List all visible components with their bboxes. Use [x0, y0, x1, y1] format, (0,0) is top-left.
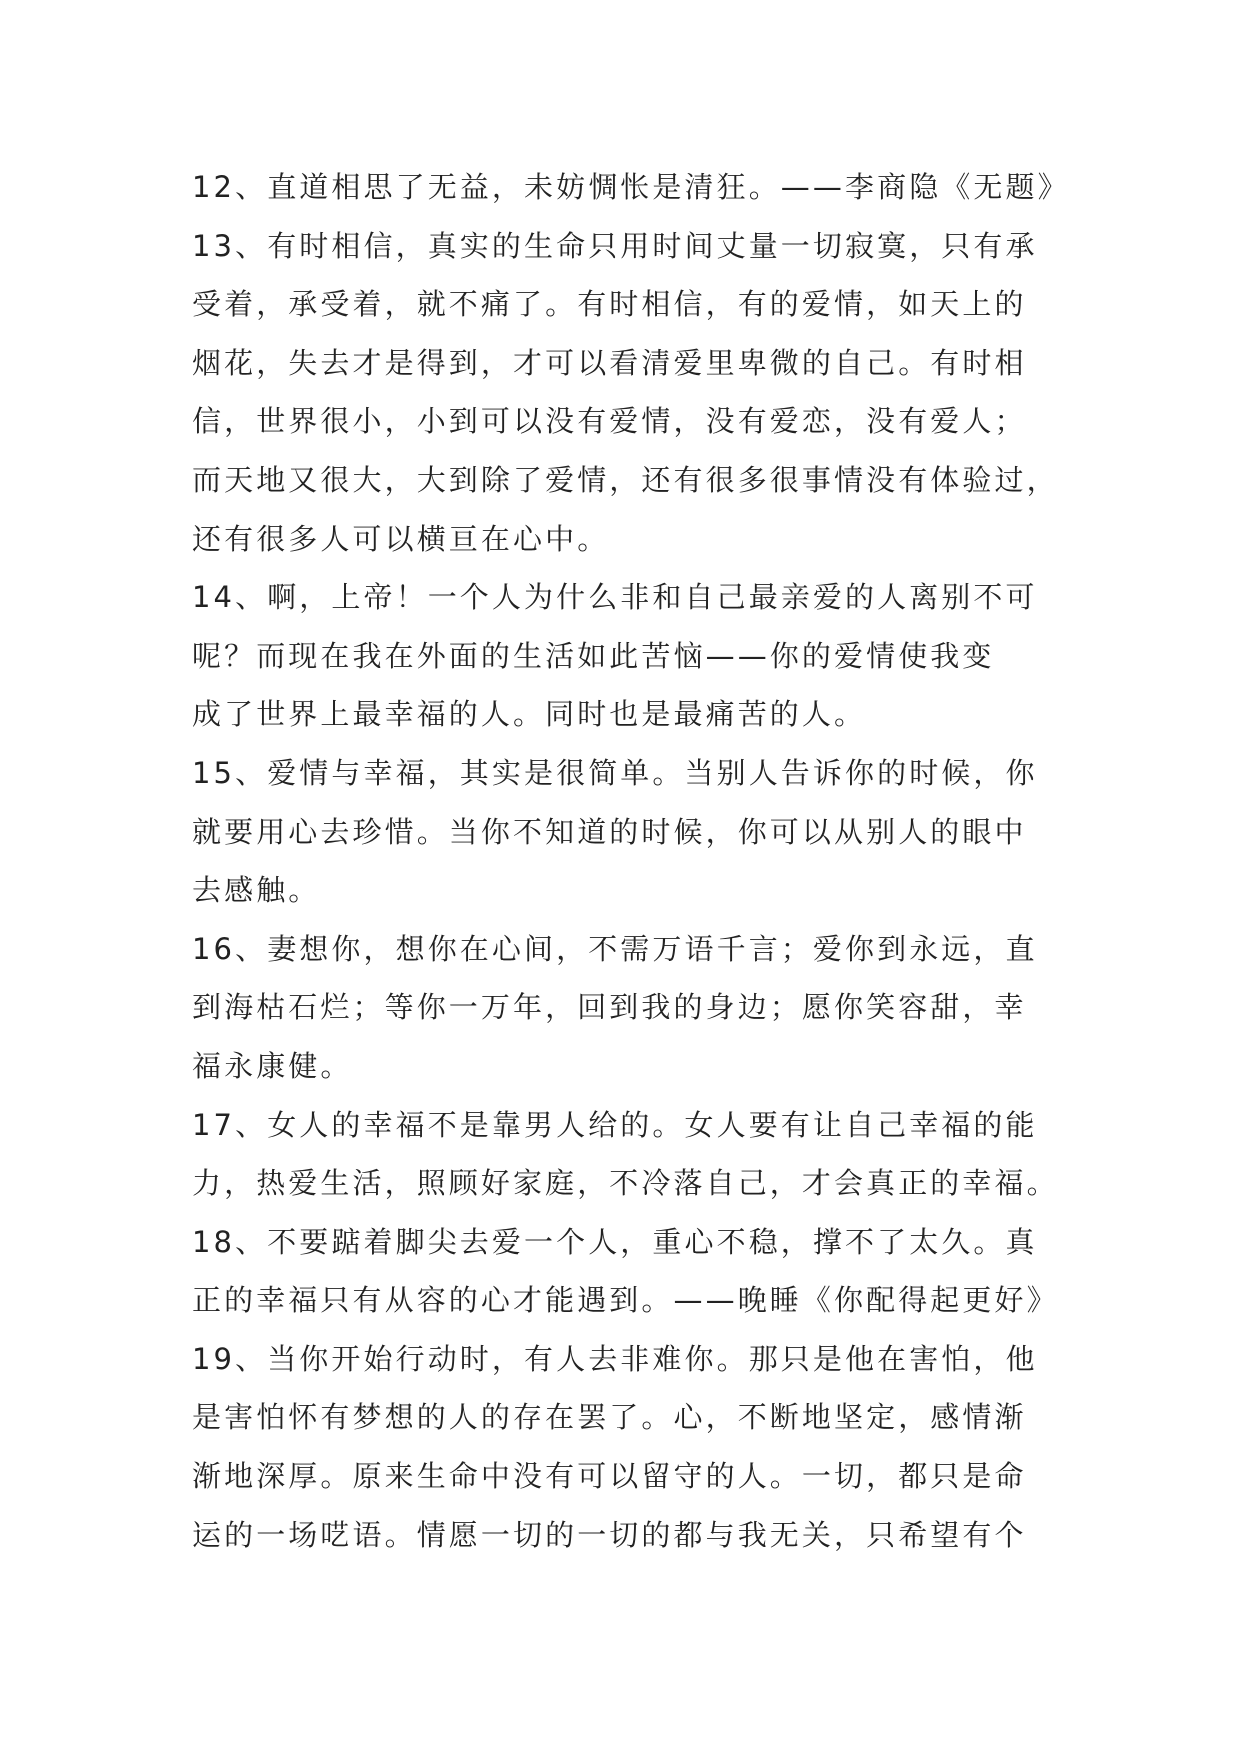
text-line: 成了世界上最幸福的人。同时也是最痛苦的人。: [192, 697, 867, 732]
text-line: 就要用心去珍惜。当你不知道的时候，你可以从别人的眼中: [192, 814, 1027, 849]
text-line: 16、妻想你，想你在心间，不需万语千言；爱你到永远，直: [192, 931, 1038, 966]
text-line: 17、女人的幸福不是靠男人给的。女人要有让自己幸福的能: [192, 1107, 1038, 1142]
text-line: 是害怕怀有梦想的人的存在罢了。心，不断地坚定，感情渐: [192, 1400, 1027, 1435]
text-line: 信，世界很小，小到可以没有爱情，没有爱恋，没有爱人；: [192, 404, 1027, 439]
text-line: 到海枯石烂；等你一万年，回到我的身边；愿你笑容甜，幸: [192, 990, 1027, 1025]
text-line: 18、不要踮着脚尖去爱一个人，重心不稳，撑不了太久。真: [192, 1224, 1038, 1259]
text-line: 14、啊，上帝！一个人为什么非和自己最亲爱的人离别不可: [192, 580, 1038, 615]
text-line: 烟花，失去才是得到，才可以看清爱里卑微的自己。有时相: [192, 345, 1027, 380]
text-line: 受着，承受着，就不痛了。有时相信，有的爱情，如天上的: [192, 287, 1027, 322]
text-line: 12、直道相思了无益，未妨惆怅是清狂。——李商隐《无题》: [192, 170, 1070, 204]
text-line: 还有很多人可以横亘在心中。: [192, 521, 610, 556]
text-line: 而天地又很大，大到除了爱情，还有很多很事情没有体验过，: [192, 462, 1059, 497]
text-line: 正的幸福只有从容的心才能遇到。——晚睡《你配得起更好》: [192, 1283, 1059, 1318]
text-line: 15、爱情与幸福，其实是很简单。当别人告诉你的时候，你: [192, 755, 1038, 790]
text-line: 运的一场呓语。情愿一切的一切的都与我无关，只希望有个: [192, 1517, 1027, 1552]
text-line: 渐地深厚。原来生命中没有可以留守的人。一切，都只是命: [192, 1459, 1027, 1494]
text-line: 13、有时相信，真实的生命只用时间丈量一切寂寞，只有承: [192, 228, 1038, 263]
text-line: 力，热爱生活，照顾好家庭，不冷落自己，才会真正的幸福。: [192, 1166, 1059, 1201]
text-line: 去感触。: [192, 873, 321, 908]
document-body: [192, 158, 1070, 1564]
text-line: 呢？而现在我在外面的生活如此苦恼——你的爱情使我变: [192, 638, 995, 673]
text-line: 福永康健。: [192, 1048, 353, 1083]
text-line: 19、当你开始行动时，有人去非难你。那只是他在害怕，他: [192, 1341, 1038, 1376]
